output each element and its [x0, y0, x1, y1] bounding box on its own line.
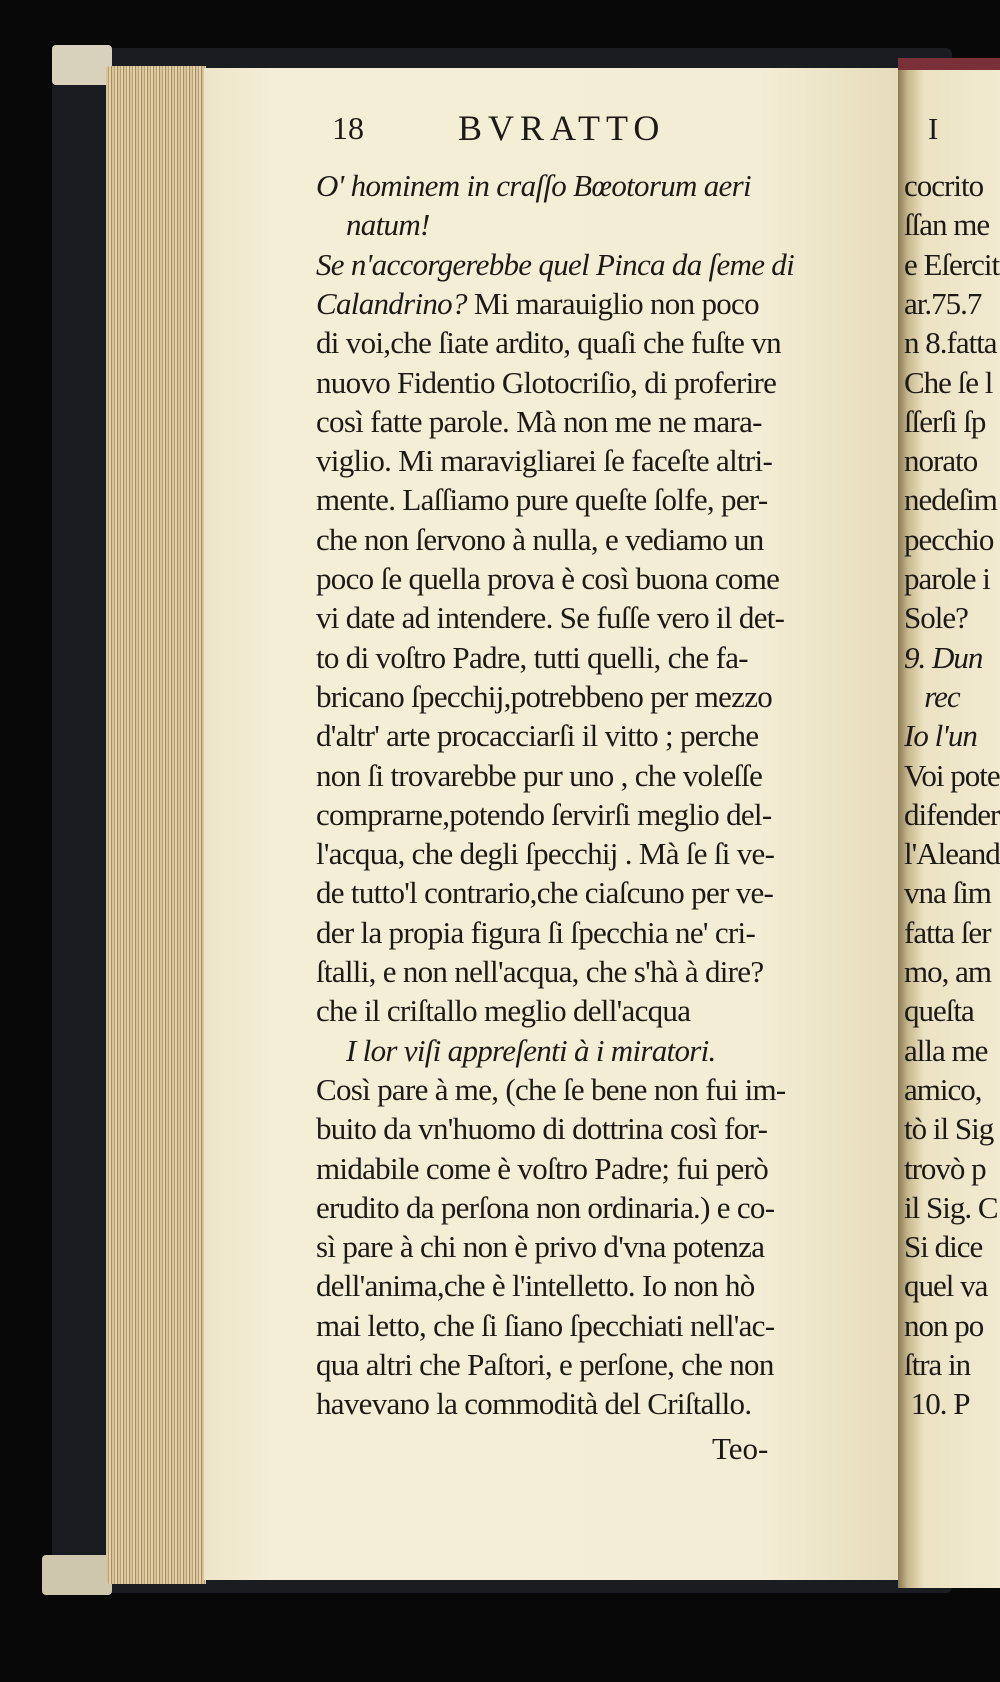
- text-segment: Mi marauiglio non poco: [466, 285, 759, 321]
- text-line: e Eſercit: [904, 246, 1000, 282]
- text-line: quel va: [904, 1268, 988, 1304]
- text-line: [316, 481, 768, 518]
- cover-corner: [42, 1555, 112, 1595]
- text-segment: mente. Laſſiamo pure queſte ſolfe, per-: [316, 482, 768, 518]
- text-line: rec: [904, 678, 960, 714]
- text-line: ſtra in: [904, 1347, 971, 1382]
- text-line: [316, 1071, 786, 1108]
- text-line: amico,: [904, 1071, 982, 1107]
- text-line: non po: [904, 1307, 984, 1343]
- text-segment: sì pare à chi non è privo d'vna potenza: [316, 1229, 765, 1265]
- text-segment: havevano la commodità del Criſtallo.: [316, 1386, 752, 1422]
- page-fore-edge: [106, 66, 206, 1584]
- text-line: [316, 1150, 768, 1187]
- running-title: BVRATTO: [458, 108, 666, 148]
- text-line: [316, 678, 772, 715]
- text-segment: buito da vn'huomo di dottrina così for-: [316, 1111, 768, 1147]
- text-segment: poco ſe quella prova è così buona come: [316, 561, 780, 596]
- text-line: [316, 1267, 755, 1304]
- text-line: Sole?: [904, 600, 968, 636]
- text-line: [316, 246, 794, 283]
- text-line: [316, 1346, 774, 1383]
- text-line: [316, 1189, 774, 1226]
- text-line: fatta ſer: [904, 914, 991, 950]
- text-line: [316, 403, 762, 440]
- text-line: mo, am: [904, 954, 991, 989]
- text-line: [316, 992, 690, 1029]
- ribbon-bookmark: [898, 58, 1000, 70]
- text-segment: dell'anima,che è l'intelletto. Io non hò: [316, 1268, 755, 1304]
- text-line: [316, 285, 759, 322]
- text-line: Si dice: [904, 1229, 983, 1265]
- text-segment: Se n'accorgerebbe quel Pinca da ſeme di: [316, 246, 795, 282]
- text-line: l'Aleand: [904, 836, 1000, 872]
- text-line: [316, 1228, 764, 1265]
- text-segment: ſtalli, e non nell'acqua, che s'hà à dire?: [316, 954, 764, 989]
- text-line: [316, 953, 763, 990]
- text-line: queſta: [904, 993, 974, 1029]
- text-line: norato: [904, 443, 978, 479]
- text-segment: vi date ad intendere. Se fuſſe vero il det-: [316, 600, 785, 636]
- text-segment: to di voſtro Padre, tutti quelli, che fa-: [316, 639, 748, 675]
- text-line: [316, 442, 772, 479]
- text-line: [316, 796, 771, 833]
- text-line: difender: [904, 796, 1000, 832]
- text-segment: Calandrino?: [316, 285, 467, 321]
- text-segment: bricano ſpecchij,potrebbeno per mezzo: [316, 678, 773, 714]
- text-line: [346, 206, 430, 243]
- text-segment: di voi,che ſiate ardito, quaſi che fuſte vn: [316, 325, 781, 361]
- text-line: [316, 560, 779, 597]
- text-line: alla me: [904, 1032, 988, 1068]
- text-line: [316, 521, 764, 558]
- text-line: [316, 1385, 751, 1422]
- text-segment: comprarne,potendo ſervirſi meglio del-: [316, 796, 772, 832]
- text-segment: de tutto'l contrario,che ciaſcuno per ve-: [316, 875, 774, 911]
- text-line: 10. P: [904, 1386, 970, 1422]
- text-line: ar.75.7: [904, 285, 982, 321]
- text-segment: Così pare à me, (che ſe bene non fui im-: [316, 1071, 786, 1107]
- text-line: Io l'un: [904, 718, 977, 754]
- text-segment: I lor viſi appreſenti à i miratori.: [346, 1032, 716, 1068]
- text-segment: l'acqua, che degli ſpecchij . Mà ſe ſi ve-: [316, 836, 775, 872]
- text-segment: così fatte parole. Mà non me ne mara-: [316, 403, 762, 439]
- text-line: n 8.fatta: [904, 325, 997, 361]
- text-segment: qua altri che Paſtori, e perſone, che non: [316, 1347, 774, 1382]
- text-segment: natum!: [346, 207, 430, 243]
- text-segment: O' hominem in craſſo Bœotorum aeri: [316, 168, 751, 203]
- text-line: nedeſim: [904, 482, 997, 518]
- text-segment: midabile come è voſtro Padre; fui però: [316, 1150, 769, 1186]
- text-segment: che non ſervono à nulla, e vediamo un: [316, 521, 764, 557]
- text-segment: viglio. Mi maravigliarei ſe faceſte altri-: [316, 443, 773, 479]
- text-line: cocrito: [904, 168, 984, 203]
- text-line: trovò p: [904, 1150, 986, 1186]
- text-line: 9. Dun: [904, 639, 983, 675]
- text-line: [316, 599, 784, 636]
- text-line: [316, 1110, 767, 1147]
- text-segment: erudito da perſona non ordinaria.) e co-: [316, 1189, 775, 1225]
- text-line: [316, 914, 755, 951]
- text-line: parole i: [904, 561, 990, 596]
- text-line: [346, 1032, 716, 1069]
- text-line: [316, 324, 781, 361]
- page-number: 18: [332, 110, 364, 146]
- text-line: il Sig. C: [904, 1189, 998, 1225]
- catchword: Teo-: [712, 1431, 769, 1466]
- text-line: ſſan me: [904, 207, 990, 243]
- text-line: vna ſim: [904, 875, 991, 911]
- text-line: [316, 717, 758, 754]
- text-line: [316, 835, 774, 872]
- text-segment: d'altr' arte procacciarſi il vitto ; perche: [316, 718, 759, 754]
- left-page: [204, 68, 898, 1580]
- text-line: ſſerſi ſp: [904, 403, 986, 439]
- text-line: [316, 1307, 774, 1344]
- right-page: [898, 70, 1000, 1588]
- text-segment: mai letto, che ſi ſiano ſpecchiati nell'ac-: [316, 1307, 775, 1343]
- text-line: pecchio: [904, 521, 994, 557]
- text-line: Voi pote: [904, 757, 1000, 793]
- running-title-fragment: I: [928, 111, 938, 146]
- text-line: [316, 364, 776, 401]
- text-line: [316, 874, 773, 911]
- cover-corner: [52, 45, 112, 85]
- text-segment: der la propia figura ſi ſpecchia ne' cri-: [316, 914, 756, 950]
- text-line: tò il Sig: [904, 1111, 994, 1147]
- text-line: [316, 167, 751, 204]
- text-segment: nuovo Fidentio Glotocriſio, di proferire: [316, 364, 777, 400]
- text-line: [316, 757, 762, 794]
- text-line: Che ſe l: [904, 364, 993, 400]
- text-segment: non ſi trovarebbe pur uno , che voleſſe: [316, 757, 763, 793]
- text-line: [316, 639, 748, 676]
- text-segment: che il criſtallo meglio dell'acqua: [316, 993, 691, 1029]
